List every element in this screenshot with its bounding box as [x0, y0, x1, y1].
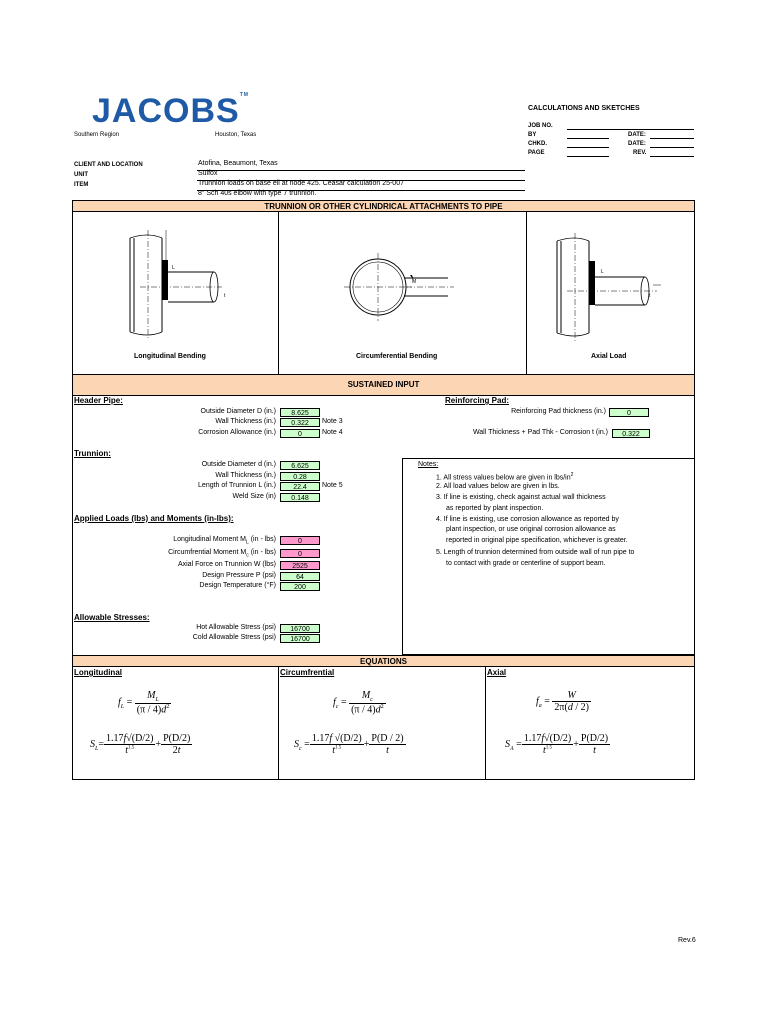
w-field[interactable]: 2525 — [280, 561, 320, 570]
note-3a: 3. If line is existing, check against actual wall thickness — [436, 494, 606, 501]
eq-axial-fa: $f_a$ = $\frac{W}{2\pi(d / 2)}$ — [536, 690, 589, 713]
item-value-1: Trunnion loads on base ell at node 425. Ceasar calculation 25-007 — [198, 180, 404, 187]
pad-thk-field[interactable]: 0 — [609, 408, 649, 417]
note-1-text: 1. All stress values below are given in lbs/in — [436, 474, 571, 482]
eq-axial-sa: $S_A$ = $\frac{1.17f√(D/2)}{t^{1.5}}$ + $\frac{P(D/2)}{t}$ — [505, 733, 609, 756]
client-line — [197, 170, 525, 171]
city-text: Houston, Texas — [215, 132, 257, 138]
header-od-field[interactable]: 8.625 — [280, 408, 320, 417]
eq-circ-fc: $f_c$ = $\frac{M_c}{(\pi / 4)d^2}$ — [333, 690, 384, 716]
date1-line — [650, 138, 694, 139]
pad-thk-label: Reinforcing Pad thickness (in.) — [511, 408, 606, 415]
eq-axial-title: Axial — [487, 668, 507, 677]
ml-label-text: Longitudinal Moment M — [173, 536, 246, 543]
page-line — [567, 156, 609, 157]
t-field[interactable]: 200 — [280, 582, 320, 591]
pad-total-field[interactable]: 0.322 — [612, 429, 650, 438]
trunnion-od-label: Outside Diameter d (in.) — [201, 461, 276, 468]
eq-long-title: Longitudinal — [74, 668, 122, 677]
eq-long-sl: $S_L=$ $\frac{1.17f√(D/2)}{t^{1.5}}$ + $\frac{P(D/2)}{2t}$ — [90, 733, 191, 756]
cold-label: Cold Allowable Stress (psi) — [192, 634, 276, 641]
revision-text: Rev.6 — [678, 937, 696, 944]
trunnion-len-note: Note 5 — [322, 482, 343, 489]
eq-divider-2 — [485, 667, 486, 780]
date2-label: DATE: — [628, 141, 646, 147]
pad-title: Reinforcing Pad: — [445, 396, 510, 405]
calc-title: CALCULATIONS AND SKETCHES — [528, 105, 640, 112]
notes-title: Notes: — [418, 461, 439, 468]
trunnion-len-field[interactable]: 22.4 — [280, 482, 320, 491]
ml-label-unit: (in - lbs) — [250, 536, 276, 543]
eq-circ-title: Circumfrential — [280, 668, 335, 677]
ml-label — [100, 536, 276, 545]
mc-label-unit: (in - lbs) — [250, 549, 276, 556]
p-label: Design Pressure P (psi) — [202, 572, 276, 579]
svg-text:L: L — [172, 265, 175, 271]
trunnion-wt-field[interactable]: 0.28 — [280, 472, 320, 481]
svg-text:t: t — [649, 293, 651, 299]
sketch-divider-1 — [278, 212, 279, 374]
hot-label: Hot Allowable Stress (psi) — [196, 624, 276, 631]
trunnion-len-label: Length of Trunnion L (in.) — [198, 482, 276, 489]
note-5b: to contact with grade or centerline of support beam. — [446, 560, 606, 567]
hot-field[interactable]: 16700 — [280, 624, 320, 633]
by-label: BY — [528, 132, 537, 138]
header-pipe-title: Header Pipe: — [74, 396, 123, 405]
mc-label-text: Circumfrential Moment M — [168, 549, 247, 556]
rev-line — [650, 156, 694, 157]
trunnion-title: Trunnion: — [74, 449, 111, 458]
note-3b: as reported by plant inspection. — [446, 505, 544, 512]
loads-title: Applied Loads (lbs) and Moments (in-lbs): — [74, 514, 234, 523]
t-label: Design Temperature (°F) — [199, 582, 276, 589]
allow-title: Allowable Stresses: — [74, 613, 150, 622]
by-line — [567, 138, 609, 139]
axial-load-sketch — [545, 225, 665, 345]
region-text: Southern Region — [74, 132, 120, 138]
client-value: Atofina, Beaumont, Texas — [198, 160, 278, 167]
trunnion-weld-field[interactable]: 0.148 — [280, 493, 320, 502]
date2-line — [650, 147, 694, 148]
header-ca-label: Corrosion Allowance (in.) — [198, 429, 276, 436]
chkd-label: CHKD. — [528, 141, 547, 147]
header-wt-field[interactable]: 0.322 — [280, 418, 320, 427]
note-2: 2. All load values below are given in lbs. — [436, 483, 560, 490]
unit-value: Sulfox — [198, 170, 218, 177]
header-od-label: Outside Diameter D (in.) — [200, 408, 276, 415]
job-no-label: JOB NO. — [528, 123, 553, 129]
eq-circ-sc: $S_c$ = $\frac{1.17f √(D/2)}{t^{1.5}}$ + $\frac{P(D / 2)}{t}$ — [294, 733, 404, 756]
ml-label-sub: L — [245, 539, 249, 546]
p-field[interactable]: 64 — [280, 572, 320, 581]
header-ca-field[interactable]: 0 — [280, 429, 320, 438]
mc-label — [100, 549, 276, 558]
date1-label: DATE: — [628, 132, 646, 138]
item-value-2: 8" Sch 40s elbow with type 7 trunnion. — [198, 190, 317, 197]
note-5a: 5. Length of trunnion determined from outside wall of run pipe to — [436, 549, 635, 556]
w-label: Axial Force on Trunnion W (lbs) — [177, 561, 276, 568]
svg-text:L: L — [601, 269, 604, 275]
eq-divider-1 — [278, 667, 279, 780]
jacobs-logo — [92, 92, 249, 131]
note-1 — [436, 472, 573, 481]
header-wt-label: Wall Thickness (in.) — [215, 418, 276, 425]
trunnion-weld-label: Weld Size (in) — [232, 493, 276, 500]
sustained-title: SUSTAINED INPUT — [72, 374, 695, 396]
trunnion-wt-label: Wall Thickness (in.) — [215, 472, 276, 479]
trunnion-od-field[interactable]: 6.625 — [280, 461, 320, 470]
note-4a: 4. If line is existing, use corrosion allowance as reported by — [436, 516, 619, 523]
attach-title: TRUNNION OR OTHER CYLINDRICAL ATTACHMENTS TO PIPE — [72, 200, 695, 212]
page-label: PAGE — [528, 150, 545, 156]
longitudinal-bending-sketch — [110, 220, 230, 345]
rev-label: REV. — [633, 150, 647, 156]
mc-label-sub: c — [246, 552, 249, 559]
note-1-sup: 2 — [570, 472, 574, 478]
mc-field[interactable]: 0 — [280, 549, 320, 558]
ml-field[interactable]: 0 — [280, 536, 320, 545]
sketch-divider-2 — [526, 212, 527, 374]
cold-field[interactable]: 16700 — [280, 634, 320, 643]
item-label: ITEM — [74, 182, 89, 188]
header-ca-note: Note 4 — [322, 429, 343, 436]
sketch2-caption: Circumferential Bending — [356, 353, 438, 360]
note-4c: reported in original pipe specification, whichever is greater. — [446, 537, 628, 544]
logo-text: JACOBS — [92, 92, 240, 130]
note-4b: plant inspection, or use original corrosion allowance as — [446, 526, 616, 533]
svg-text:t: t — [224, 293, 226, 299]
eq-long-fl: $f_L$ = $\frac{M_L}{(\pi / 4)d^2}$ — [118, 690, 170, 716]
svg-text:M: M — [412, 279, 417, 285]
sketch1-caption: Longitudinal Bending — [134, 353, 206, 360]
logo-tm: TM — [239, 92, 249, 98]
unit-label: UNIT — [74, 172, 88, 178]
circumferential-bending-sketch — [340, 245, 460, 335]
pad-total-label: Wall Thickness + Pad Thk - Corrosion t (in.) — [472, 429, 608, 436]
job-no-line — [567, 129, 694, 130]
equations-title: EQUATIONS — [72, 655, 695, 667]
header-wt-note: Note 3 — [322, 418, 343, 425]
client-label: CLIENT AND LOCATION — [74, 162, 143, 168]
sketch3-caption: Axial Load — [591, 353, 627, 360]
chkd-line — [567, 147, 609, 148]
